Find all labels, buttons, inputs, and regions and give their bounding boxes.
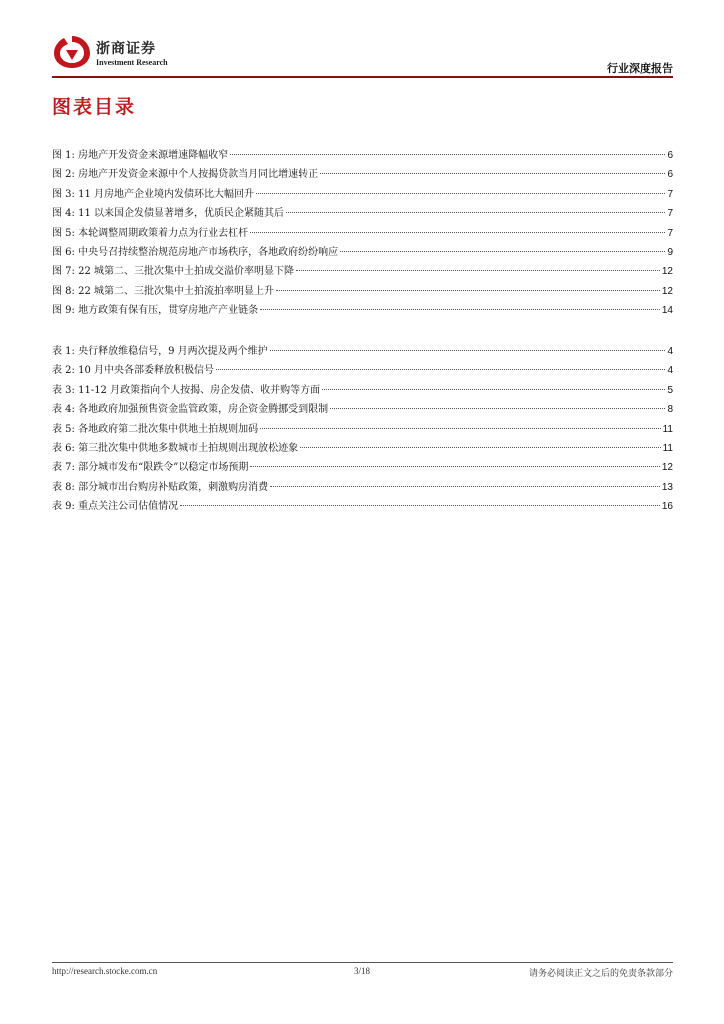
entry-page: 11 xyxy=(662,423,673,435)
entry-number: 图 1: xyxy=(52,150,79,161)
entry-title: 央行释放维稳信号，9 月两次提及两个维护 xyxy=(78,346,268,357)
entry-page: 16 xyxy=(661,501,673,513)
dot-leader xyxy=(250,232,665,233)
entry-page: 9 xyxy=(667,246,673,258)
entry-title: 11 月房地产企业境内发债环比大幅回升 xyxy=(78,188,254,200)
entry-number: 图 9: xyxy=(52,305,79,317)
entry-title: 部分城市出台购房补贴政策，刺激购房消费 xyxy=(78,481,269,493)
dot-leader xyxy=(320,173,665,174)
table-entry[interactable] xyxy=(52,342,673,361)
entry-title: 22 城第二、三批次集中土拍流拍率明显上升 xyxy=(78,285,274,297)
dot-leader xyxy=(300,447,661,448)
figure-entry[interactable] xyxy=(52,224,673,243)
footer-disclaimer: 请务必阅读正文之后的免责条款部分 xyxy=(528,969,673,979)
entry-number: 表 3: xyxy=(52,384,79,396)
entry-page: 12 xyxy=(661,462,673,474)
entry-title: 中央号召持续整治规范房地产市场秩序，各地政府纷纷响应 xyxy=(78,246,339,258)
figure-entry[interactable] xyxy=(52,204,673,223)
entry-number: 表 4: xyxy=(52,404,79,416)
entry-title: 11 以来国企发债显著增多，优质民企紧随其后 xyxy=(78,208,284,220)
entry-page: 6 xyxy=(667,169,673,181)
entry-title: 第三批次集中供地多数城市土拍规则出现放松迹象 xyxy=(78,442,299,454)
dot-leader xyxy=(286,212,665,213)
entry-title: 本轮调整周期政策着力点为行业去杠杆 xyxy=(78,227,249,239)
entry-number: 图 5: xyxy=(52,227,79,239)
entry-number: 图 6: xyxy=(52,246,79,258)
brand-name-cn: 浙商证券 xyxy=(96,41,156,57)
table-entry[interactable] xyxy=(52,497,673,516)
entry-page: 7 xyxy=(667,188,673,200)
dot-leader xyxy=(270,350,666,351)
report-type-label: 行业深度报告 xyxy=(607,62,673,75)
figure-list xyxy=(52,146,673,321)
entry-page: 12 xyxy=(661,285,673,297)
footer-url-link[interactable]: http://research.stocke.com.cn xyxy=(52,966,158,976)
entry-number: 图 8: xyxy=(52,285,79,297)
figure-entry[interactable] xyxy=(52,185,673,204)
dot-leader xyxy=(276,290,660,291)
entry-page: 4 xyxy=(667,365,673,377)
entry-number: 表 8: xyxy=(52,481,79,493)
entry-number: 图 2: xyxy=(52,169,79,181)
entry-title: 10 月中央各部委释放积极信号 xyxy=(78,365,214,377)
dot-leader xyxy=(260,428,661,429)
dot-leader xyxy=(260,309,660,310)
entry-page: 5 xyxy=(667,384,673,396)
entry-number: 表 5: xyxy=(52,423,79,435)
entry-number: 表 9: xyxy=(52,501,79,513)
zheshang-logo-icon xyxy=(52,34,92,70)
figure-entry[interactable] xyxy=(52,301,673,320)
entry-number: 图 4: xyxy=(52,208,79,220)
table-entry[interactable] xyxy=(52,420,673,439)
toc-title: 图表目录 xyxy=(52,96,137,118)
entry-page: 13 xyxy=(661,481,673,493)
entry-title: 房地产开发资金来源增速降幅收窄 xyxy=(78,150,229,161)
table-entry[interactable] xyxy=(52,439,673,458)
entry-page: 12 xyxy=(661,266,673,278)
table-entry[interactable] xyxy=(52,478,673,497)
table-entry[interactable] xyxy=(52,381,673,400)
entry-page: 8 xyxy=(667,404,673,416)
table-entry[interactable] xyxy=(52,458,673,477)
figure-entry[interactable] xyxy=(52,282,673,301)
brand-name-en: Investment Research xyxy=(96,58,168,67)
figure-entry[interactable] xyxy=(52,262,673,281)
entry-page: 11 xyxy=(662,442,673,454)
table-list xyxy=(52,342,673,517)
dot-leader xyxy=(330,408,665,409)
entry-number: 图 3: xyxy=(52,188,79,200)
table-entry[interactable] xyxy=(52,361,673,380)
entry-title: 房地产开发资金来源中个人按揭贷款当月同比增速转正 xyxy=(78,169,319,181)
entry-title: 11-12 月政策指向个人按揭、房企发债、收并购等方面 xyxy=(78,384,321,396)
dot-leader xyxy=(270,486,660,487)
entry-title: 22 城第二、三批次集中土拍成交溢价率明显下降 xyxy=(78,266,294,278)
entry-title: 重点关注公司估值情况 xyxy=(78,501,179,513)
figure-entry[interactable] xyxy=(52,165,673,184)
entry-page: 4 xyxy=(667,346,673,357)
entry-number: 表 7: xyxy=(52,462,79,474)
dot-leader xyxy=(256,193,665,194)
entry-page: 7 xyxy=(667,227,673,239)
report-header xyxy=(52,30,673,76)
footer-divider xyxy=(52,962,673,963)
entry-title: 部分城市发布“限跌令”以稳定市场预期 xyxy=(78,462,249,474)
figure-entry[interactable] xyxy=(52,146,673,165)
entry-number: 表 2: xyxy=(52,365,79,377)
footer-page-number: 3/18 xyxy=(353,966,370,976)
entry-title: 各地政府第二批次集中供地土拍规则加码 xyxy=(78,423,259,435)
dot-leader xyxy=(250,466,660,467)
entry-page: 14 xyxy=(661,305,673,317)
entry-number: 图 7: xyxy=(52,266,79,278)
entry-number: 表 6: xyxy=(52,442,79,454)
entry-title: 地方政策有保有压，贯穿房地产产业链条 xyxy=(78,305,259,317)
table-entry[interactable] xyxy=(52,400,673,419)
entry-page: 6 xyxy=(667,150,673,161)
dot-leader xyxy=(340,251,665,252)
dot-leader xyxy=(322,389,665,390)
entry-page: 7 xyxy=(667,208,673,220)
entry-number: 表 1: xyxy=(52,346,79,357)
dot-leader xyxy=(180,505,660,506)
dot-leader xyxy=(230,154,665,155)
entry-title: 各地政府加强预售资金监管政策，房企资金腾挪受到限制 xyxy=(78,404,329,416)
header-divider xyxy=(52,76,673,78)
dot-leader xyxy=(296,270,660,271)
dot-leader xyxy=(216,369,665,370)
figure-entry[interactable] xyxy=(52,243,673,262)
